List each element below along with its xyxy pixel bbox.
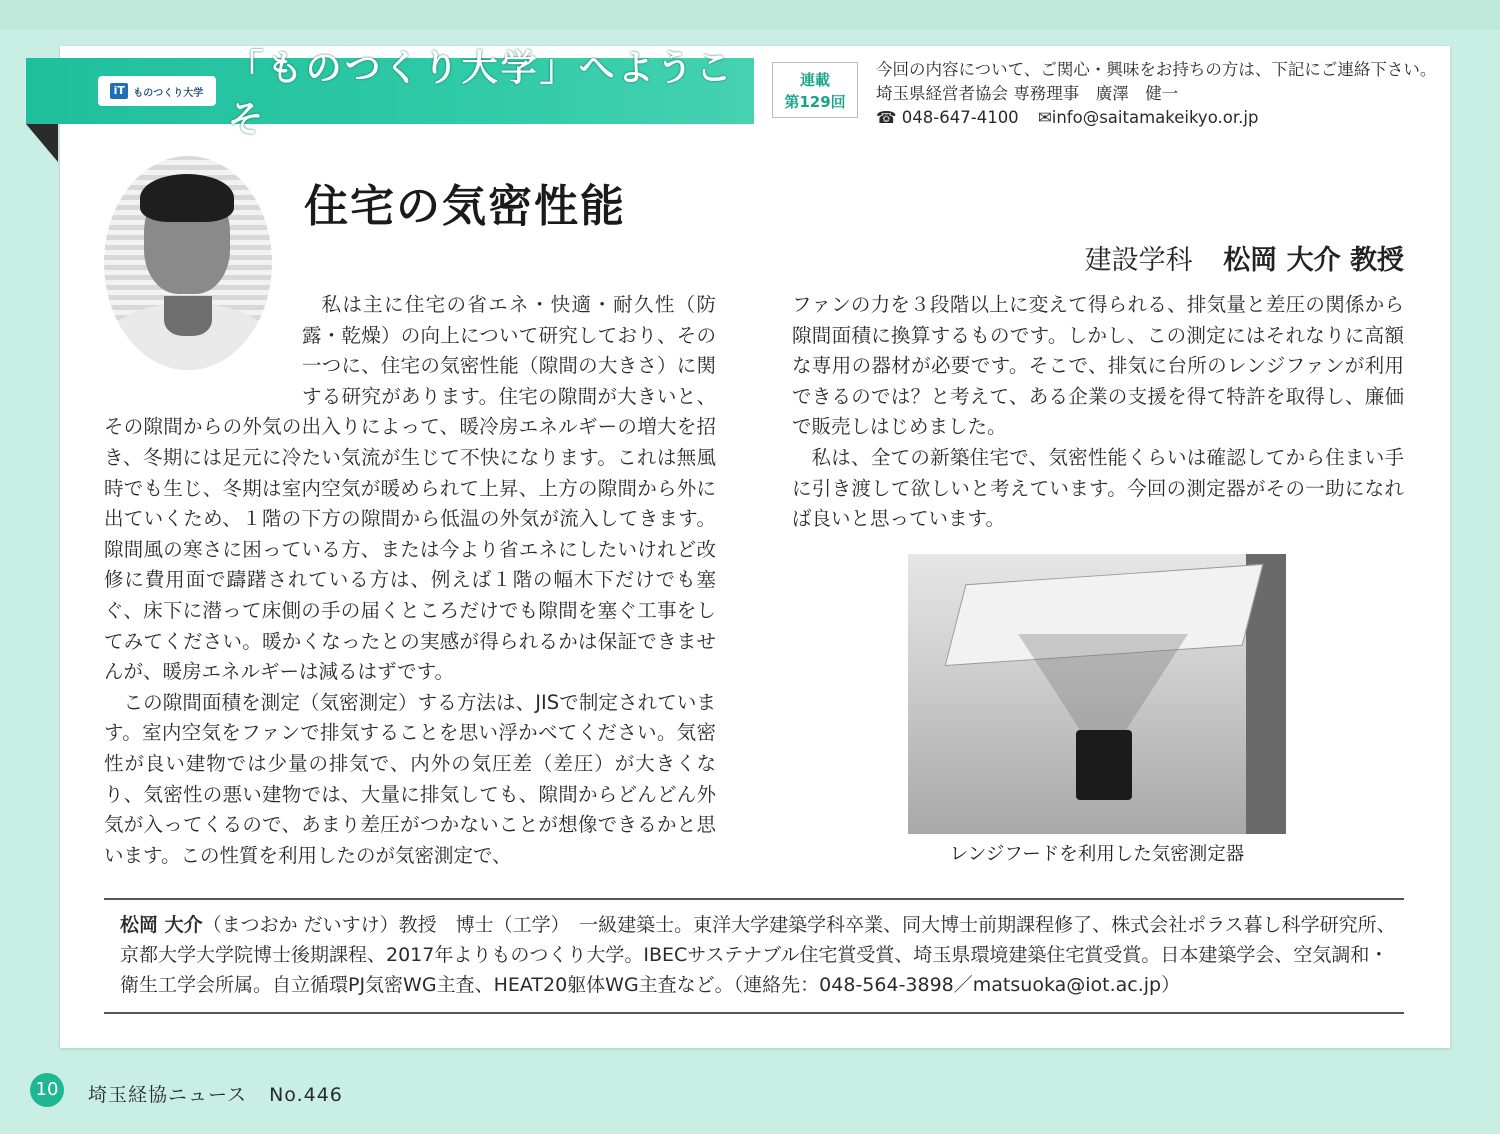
article-paragraph: ファンの力を３段階以上に変えて得られる、排気量と差圧の関係から隙間面積に換算するものです。しかし、この測定にはそれなりに高額な専用の器材が必要です。そこで、排気に台所のレンジファンが利用できるのでは？と考えて、ある企業の支援を得て特許を取得し、廉価で販売しはじめました。 [792,293,1404,439]
article-paragraph: 私は主に住宅の省エネ・快適・耐久性（防露・乾燥）の向上について研究しており、その一つに、住宅の気密性能（隙間の大きさ）に関する研究があります。住宅の隙間が大きいと、その隙間からの外気の出入りによって、暖冷房エネルギーの増大を招き、冬期には足元に冷たい気流が生じて不快になります。これは無風時でも生じ、冬期は室内空気が暖められて上昇、上方の隙間から外に出ていくため、１階の下方の隙間から低温の外気が流入してきます。隙間風の寒さに困っている方、または今より省エネにしたいけれど改修に費用面で躊躇されている方は、例えば１階の幅木下だけでも塞ぐ、床下に潜って床側の手の届くところだけでも隙間を塞ぐ工事をしてみてください。暖かくなったとの実感が得られるかは保証できませんが、暖房エネルギーは減るはずです。 [104,293,716,684]
range-hood-photo [908,554,1286,834]
bio-text: （まつおか だいすけ）教授 博士（工学） 一級建築士。東洋大学建築学科卒業、同大博士前期課程修了、株式会社ポラス暮し科学研究所、京都大学大学院博士後期課程、2017年よりものつくり大学。IBECサステナブル住宅賞受賞、埼玉県環境建築住宅賞受賞。日本建築学会、空気調和・衛生工学会所属。自立循環PJ気密WG主査、HEAT20躯体WG主査など。（連絡先：048-564-3898／matsuoka@iot.ac.jp） [120,914,1396,996]
contact-email: ✉info@saitamakeikyo.or.jp [1037,108,1259,127]
author-department: 建設学科 [1084,245,1193,276]
bio-bottom-rule [104,1012,1404,1014]
publication-name: 埼玉経協ニュース [88,1084,248,1106]
contact-phone: ☎ 048-647-4100 [876,108,1019,127]
figure-caption: レンジフードを利用した気密測定器 [949,844,1245,865]
article-column-left [104,290,716,871]
article-paragraph: この隙間面積を測定（気密測定）する方法は、JISで制定されています。室内空気をファンで排気することを思い浮かべてください。気密性が良い建物では少量の排気で、内外の気圧差（差圧）が大きくなり、気密性の悪い建物では、大量に排気しても、隙間からどんどん外気が入ってくるので、あまり差圧がつかないことが想像できるかと思います。この性質を利用したのが気密測定で、 [104,690,716,867]
photo-wrap-spacer [104,290,302,382]
series-badge [772,62,858,118]
author-name: 松岡 大介 教授 [1223,245,1404,276]
bio-name: 松岡 大介 [120,914,203,936]
contact-person: 埼玉県経営者協会 専務理事 廣澤 健一 [876,84,1179,103]
contact-intro: 今回の内容について、ご関心・興味をお持ちの方は、下記にご連絡下さい。 [876,60,1437,79]
photo-measurement-device [1076,730,1132,800]
article-paragraph: 私は、全ての新築住宅で、気密性能くらいは確認してから住まい手に引き渡して欲しいと考えています。今回の測定器がその一助になれば良いと思っています。 [792,445,1404,531]
series-label: 連載 [799,71,830,89]
issue-number: No.446 [269,1084,343,1106]
photo-hair [140,174,234,222]
banner-title: 「ものつくり大学」へようこそ [227,48,735,140]
top-strip [0,0,1500,30]
author-bio [120,910,1400,1000]
bio-top-rule [104,898,1404,900]
logo-text: ものつくり大学 [133,87,204,99]
article-column-right [792,290,1404,535]
banner-fold-corner [26,124,58,162]
university-logo [98,76,216,106]
article-title: 住宅の気密性能 [304,181,626,232]
byline [1085,238,1404,277]
logo-mark-icon: iT [110,83,128,99]
contact-block [876,58,1456,130]
footer-publication [88,1080,343,1107]
page-number: 10 [30,1073,64,1107]
column-banner [26,48,754,140]
series-number: 第129回 [784,93,846,111]
contact-channels [876,106,1456,130]
